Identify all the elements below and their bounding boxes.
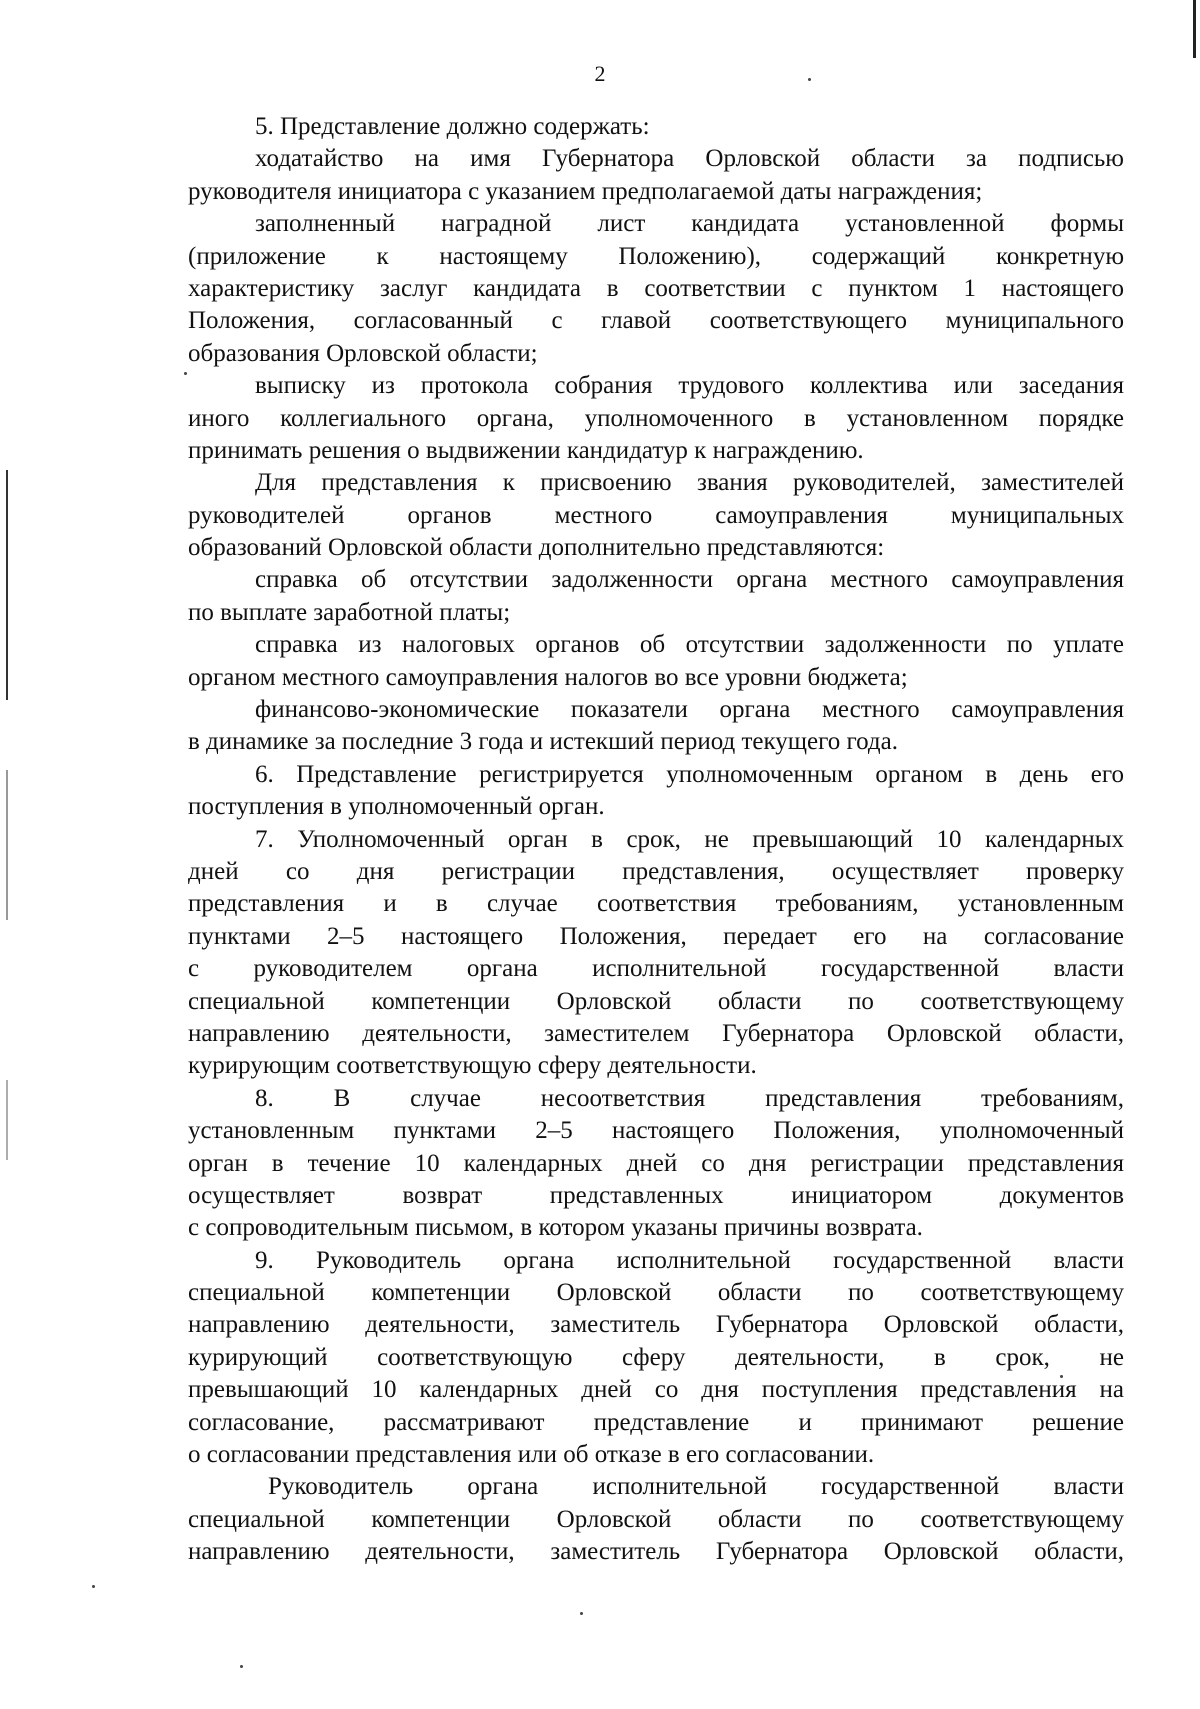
text-line: финансово-экономические показатели органа местного самоуправления: [255, 696, 1124, 724]
paragraph: [188, 370, 1124, 467]
text-line: Положения, согласованный с главой соответствующего муниципального: [188, 307, 1124, 335]
paragraph: [188, 1083, 1124, 1245]
scan-margin-mark: [6, 470, 8, 700]
scan-speck: [92, 1585, 95, 1588]
page-number: 2: [594, 61, 606, 86]
text-line: 8. В случае несоответствия представления требованиям,: [255, 1084, 1124, 1112]
paragraph: [188, 824, 1124, 1083]
text-line: заполненный наградной лист кандидата установленной формы: [255, 210, 1124, 238]
text-line: специальной компетенции Орловской области по соответствующему: [188, 1505, 1124, 1533]
text-line: о согласовании представления или об отказе в его согласовании.: [188, 1441, 875, 1469]
text-line: курирующий соответствующую сферу деятельности, в срок, не: [188, 1343, 1124, 1371]
scan-speck: [240, 1665, 243, 1668]
text-line: иного коллегиального органа, уполномоченного в установленном порядке: [188, 404, 1124, 432]
text-line: по выплате заработной платы;: [188, 598, 511, 626]
paragraph: [188, 564, 1124, 629]
text-line: органом местного самоуправления налогов во все уровни бюджета;: [188, 663, 908, 691]
text-line: направлению деятельности, заместитель Губернатора Орловской области,: [188, 1311, 1124, 1339]
text-line: дней со дня регистрации представления, осуществляет проверку: [188, 857, 1124, 885]
text-line: осуществляет возврат представленных инициатором документов: [188, 1181, 1124, 1209]
scan-speck: [184, 372, 187, 375]
text-line: специальной компетенции Орловской области по соответствующему: [188, 1279, 1124, 1307]
text-line: образования Орловской области;: [188, 339, 538, 367]
paragraph: [188, 1245, 1124, 1472]
text-line: характеристику заслуг кандидата в соответствии с пунктом 1 настоящего: [188, 274, 1124, 302]
text-line: 9. Руководитель органа исполнительной государственной власти: [255, 1246, 1124, 1274]
text-line: 5. Представление должно содержать:: [255, 113, 650, 140]
text-line: с сопроводительным письмом, в котором указаны причины возврата.: [188, 1214, 923, 1242]
text-line: направлению деятельности, заместителем Губернатора Орловской области,: [188, 1019, 1124, 1047]
document-body: [188, 111, 1124, 1569]
paragraph: [188, 694, 1124, 759]
paragraph: [188, 208, 1124, 370]
text-line: курирующим соответствующую сферу деятельности.: [188, 1052, 757, 1080]
scan-speck: [580, 1612, 583, 1615]
text-line: выписку из протокола собрания трудового коллектива или заседания: [255, 372, 1124, 400]
paragraph: [188, 143, 1124, 208]
text-line: (приложение к настоящему Положению), содержащий конкретную: [188, 242, 1124, 270]
text-line: образований Орловской области дополнительно представляются:: [188, 534, 885, 562]
text-line: превышающий 10 календарных дней со дня поступления представления на: [188, 1376, 1124, 1404]
text-line: в динамике за последние 3 года и истекший период текущего года.: [188, 728, 898, 756]
text-line: принимать решения о выдвижении кандидатур к награждению.: [188, 436, 864, 464]
scan-margin-mark: [6, 770, 8, 920]
text-line: специальной компетенции Орловской области по соответствующему: [188, 987, 1124, 1015]
paragraph: [188, 629, 1124, 694]
text-line: руководителя инициатора с указанием предполагаемой даты награждения;: [188, 177, 983, 205]
text-line: справка из налоговых органов об отсутствии задолженности по уплате: [255, 631, 1124, 659]
text-line: установленным пунктами 2–5 настоящего Положения, уполномоченный: [188, 1117, 1124, 1145]
text-line: Для представления к присвоению звания руководителей, заместителей: [255, 469, 1124, 497]
text-line: представления и в случае соответствия требованиям, установленным: [188, 890, 1124, 918]
text-line: пунктами 2–5 настоящего Положения, передает его на согласование: [188, 922, 1124, 950]
scan-margin-mark: [6, 1080, 8, 1160]
text-line: 7. Уполномоченный орган в срок, не превышающий 10 календарных: [255, 825, 1124, 853]
scan-edge-mark: [1193, 0, 1196, 58]
text-line: орган в течение 10 календарных дней со дня регистрации представления: [188, 1149, 1124, 1177]
paragraph: [188, 111, 1124, 143]
text-line: с руководителем органа исполнительной государственной власти: [188, 955, 1124, 983]
paragraph: [188, 1471, 1124, 1568]
text-line: направлению деятельности, заместитель Губернатора Орловской области,: [188, 1538, 1124, 1566]
paragraph: [188, 467, 1124, 564]
text-line: руководителей органов местного самоуправления муниципальных: [188, 501, 1124, 529]
paragraph: [188, 759, 1124, 824]
text-line: поступления в уполномоченный орган.: [188, 793, 605, 821]
text-line: справка об отсутствии задолженности органа местного самоуправления: [255, 566, 1124, 594]
text-line: согласование, рассматривают представление и принимают решение: [188, 1408, 1124, 1436]
text-line: Руководитель органа исполнительной государственной власти: [268, 1473, 1124, 1501]
text-line: ходатайство на имя Губернатора Орловской области за подписью: [255, 145, 1124, 173]
text-line: 6. Представление регистрируется уполномоченным органом в день его: [255, 760, 1124, 788]
